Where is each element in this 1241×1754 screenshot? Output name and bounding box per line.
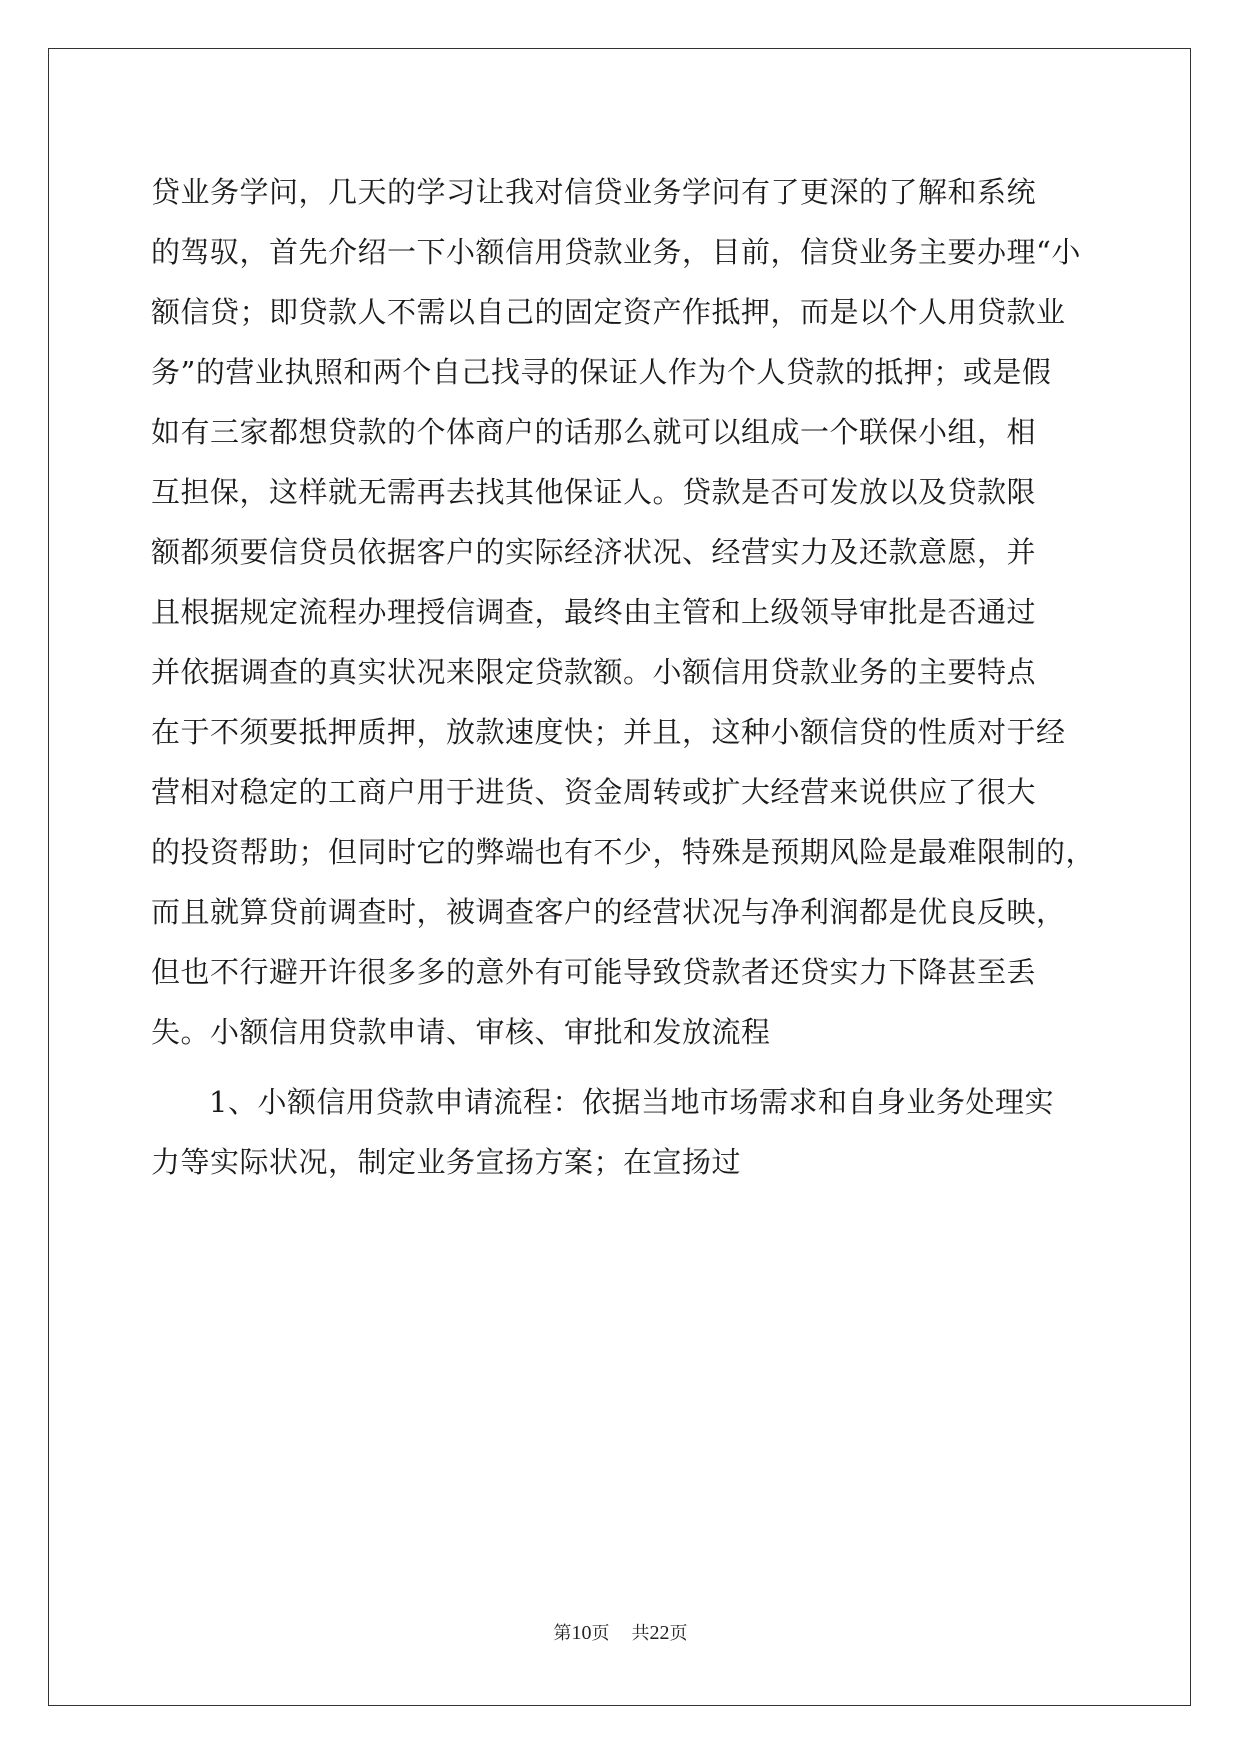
text-line: 失。小额信用贷款申请、审核、审批和发放流程: [151, 1015, 771, 1049]
text-line: 额信贷；即贷款人不需以自己的固定资产作抵押，而是以个人用贷款业: [151, 295, 1066, 329]
text-line: 的驾驭，首先介绍一下小额信用贷款业务，目前，信贷业务主要办理“小: [151, 235, 1081, 269]
paragraph-gap: [151, 1062, 1091, 1072]
page-footer: [0, 1621, 1241, 1646]
page-suffix: 页: [591, 1623, 610, 1644]
page-prefix: 第: [553, 1623, 572, 1644]
document-body: [151, 162, 1096, 1192]
text-line: 的投资帮助；但同时它的弊端也有不少，特殊是预期风险是最难限制的，: [151, 835, 1096, 869]
page-current-number: 10: [571, 1622, 592, 1644]
text-line: 力等实际状况，制定业务宣扬方案；在宣扬过: [151, 1145, 742, 1179]
text-line: 而且就算贷前调查时，被调查客户的经营状况与净利润都是优良反映，: [151, 895, 1066, 929]
text-line: 互担保，这样就无需再去找其他保证人。贷款是否可发放以及贷款限: [151, 475, 1037, 509]
page-total-number: 22: [649, 1622, 670, 1644]
total-prefix: 共: [631, 1623, 650, 1644]
total-suffix: 页: [669, 1623, 688, 1644]
text-line: 且根据规定流程办理授信调查，最终由主管和上级领导审批是否通过: [151, 595, 1037, 629]
text-line: 但也不行避开许很多多的意外有可能导致贷款者还贷实力下降甚至丢: [151, 955, 1037, 989]
text-line-indented: 1、小额信用贷款申请流程：依据当地市场需求和自身业务处理实: [209, 1085, 1054, 1119]
text-line: 额都须要信贷员依据客户的实际经济状况、经营实力及还款意愿，并: [151, 535, 1037, 569]
text-line: 务”的营业执照和两个自己找寻的保证人作为个人贷款的抵押；或是假: [151, 355, 1052, 389]
text-line: 如有三家都想贷款的个体商户的话那么就可以组成一个联保小组，相: [151, 415, 1037, 449]
text-line: 营相对稳定的工商户用于进货、资金周转或扩大经营来说供应了很大: [151, 775, 1037, 809]
text-line: 并依据调查的真实状况来限定贷款额。小额信用贷款业务的主要特点: [151, 655, 1037, 689]
text-line: 在于不须要抵押质押，放款速度快；并且，这种小额信贷的性质对于经: [151, 715, 1066, 749]
text-line: 贷业务学问，几天的学习让我对信贷业务学问有了更深的了解和系统: [151, 175, 1037, 209]
